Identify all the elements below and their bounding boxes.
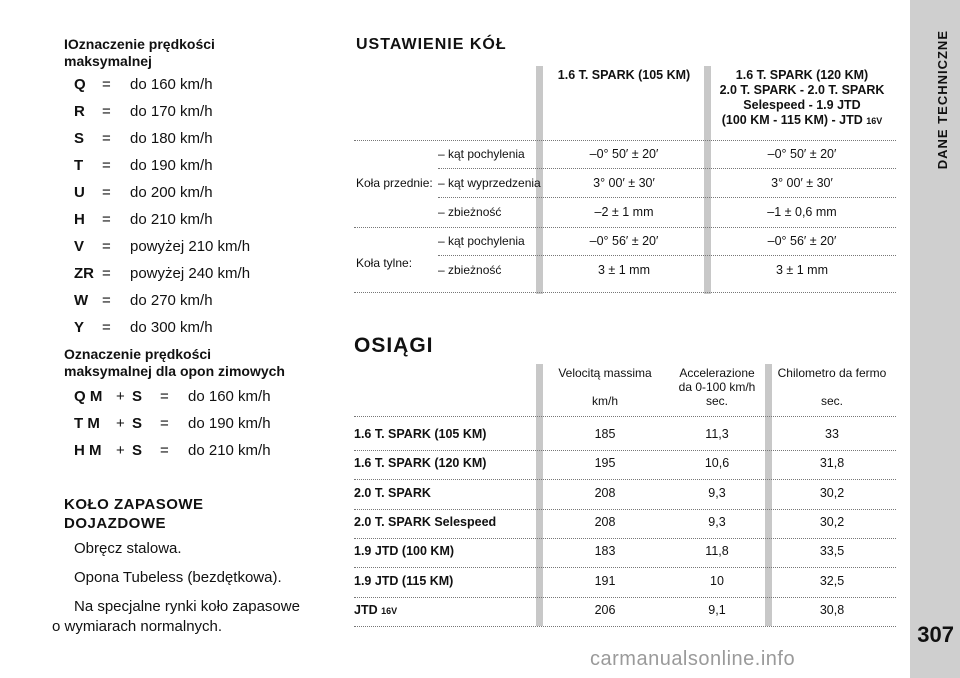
plus-sign: + — [116, 442, 125, 459]
model-name: 1.9 JTD (115 KM) — [354, 574, 454, 588]
header-unit: km/h — [591, 394, 618, 408]
equals-sign: = — [102, 319, 111, 336]
performance-value: 30,2 — [819, 515, 845, 529]
speed-code: Q — [74, 76, 86, 93]
equals-sign: = — [160, 442, 169, 459]
snow-code: S — [132, 415, 143, 432]
speed-value: powyżej 240 km/h — [130, 265, 251, 282]
performance-value: 32,5 — [819, 574, 845, 588]
alignment-param: – kąt wyprzedzenia — [438, 176, 541, 190]
alignment-value-2: 3 ± 1 mm — [775, 263, 828, 277]
speed-code-row — [64, 157, 324, 184]
model-name: 1.6 T. SPARK (120 KM) — [354, 456, 487, 470]
row-divider — [438, 197, 896, 198]
left-column — [52, 36, 324, 637]
performance-value: 195 — [594, 456, 616, 470]
row-divider — [354, 140, 896, 141]
row-divider — [354, 479, 896, 480]
speed-value: do 160 km/h — [130, 76, 213, 93]
performance-value: 9,3 — [708, 515, 726, 529]
row-divider — [438, 168, 896, 169]
row-divider — [354, 416, 896, 417]
header-line: 2.0 T. SPARK - 2.0 T. SPARK — [719, 83, 885, 97]
rear-wheels-label: Koła tylne: — [356, 256, 413, 270]
speed-code-row — [64, 103, 324, 130]
row-divider — [354, 292, 896, 293]
performance-row-label — [354, 456, 486, 470]
front-wheels-label: Koła przednie: — [356, 176, 433, 190]
performance-value: 9,3 — [708, 486, 726, 500]
speed-code-row — [64, 130, 324, 157]
equals-sign: = — [102, 238, 111, 255]
header-line — [545, 380, 665, 394]
plus-sign: + — [116, 415, 125, 432]
header-line — [712, 113, 892, 129]
speed-code-list — [64, 76, 324, 346]
model-name: JTD — [354, 603, 378, 617]
speed-code: U — [74, 184, 85, 201]
winter-code: Q M — [74, 388, 103, 405]
header-unit: sec. — [705, 394, 728, 408]
row-divider — [354, 567, 896, 568]
speed-code: R — [74, 103, 85, 120]
speed-value: do 210 km/h — [130, 211, 213, 228]
row-divider — [354, 597, 896, 598]
alignment-value-1: –0° 56′ ± 20′ — [589, 234, 659, 248]
speed-code-row — [64, 292, 324, 319]
performance-value: 33,5 — [819, 544, 845, 558]
row-divider — [354, 509, 896, 510]
alignment-param: – kąt pochylenia — [438, 234, 525, 248]
speed-value: powyżej 210 km/h — [130, 238, 251, 255]
alignment-value-1: 3 ± 1 mm — [597, 263, 650, 277]
model-name: 1.9 JTD (100 KM) — [354, 544, 455, 558]
performance-value: 185 — [594, 427, 616, 441]
row-divider — [354, 626, 896, 627]
subscript-16v: 16V — [866, 116, 883, 126]
performance-value: 183 — [594, 544, 616, 558]
speed-code-row — [64, 238, 324, 265]
speed-code-row — [64, 265, 324, 292]
alignment-value-2: 3° 00′ ± 30′ — [771, 176, 833, 190]
performance-row-label — [354, 486, 431, 500]
performance-col-header — [772, 366, 892, 408]
equals-sign: = — [102, 103, 111, 120]
alignment-value-1: 3° 00′ ± 30′ — [593, 176, 655, 190]
speed-code-row — [64, 319, 324, 346]
winter-code-row — [64, 415, 324, 442]
performance-row-label — [354, 544, 454, 558]
performance-col-header — [545, 366, 665, 408]
speed-code: Y — [74, 319, 85, 336]
alignment-param: – zbieżność — [438, 263, 502, 277]
winter-speed-heading: Oznaczenie prędkości maksymalnej dla opon zimowych — [64, 346, 285, 379]
winter-value: do 160 km/h — [188, 388, 271, 405]
section-tab-title: DANE TECHNICZNE — [935, 30, 950, 170]
alignment-value-1: –0° 50′ ± 20′ — [589, 147, 659, 161]
performance-value: 31,8 — [819, 456, 845, 470]
winter-value: do 190 km/h — [188, 415, 271, 432]
equals-sign: = — [102, 157, 111, 174]
speed-value: do 270 km/h — [130, 292, 213, 309]
equals-sign: = — [102, 184, 111, 201]
row-divider — [354, 227, 896, 228]
snow-code: S — [132, 388, 143, 405]
header-unit: sec. — [820, 394, 843, 408]
speed-code: S — [74, 130, 85, 147]
speed-code: ZR — [74, 265, 94, 282]
page-number: 307 — [917, 622, 954, 647]
performance-value: 9,1 — [708, 603, 726, 617]
performance-value: 10 — [710, 574, 724, 588]
row-divider — [354, 538, 896, 539]
winter-code: H M — [74, 442, 102, 459]
performance-row-label — [354, 574, 453, 588]
spare-wheel-title: KOŁO ZAPASOWE DOJAZDOWE — [64, 496, 204, 532]
performance-value: 208 — [594, 486, 616, 500]
row-divider — [438, 255, 896, 256]
speed-code-row — [64, 76, 324, 103]
equals-sign: = — [102, 76, 111, 93]
speed-code: T — [74, 157, 84, 174]
speed-value: do 170 km/h — [130, 103, 213, 120]
model-name: 1.6 T. SPARK (105 KM) — [354, 427, 487, 441]
alignment-value-2: –1 ± 0,6 mm — [767, 205, 837, 219]
performance-value: 11,3 — [705, 427, 729, 441]
alignment-value-2: –0° 56′ ± 20′ — [767, 234, 837, 248]
equals-sign: = — [160, 388, 169, 405]
column-bar — [704, 66, 711, 294]
speed-code-row — [64, 211, 324, 238]
equals-sign: = — [102, 130, 111, 147]
performance-value: 10,6 — [704, 456, 730, 470]
speed-code: H — [74, 211, 85, 228]
header-line: Velocitą massima — [558, 366, 652, 380]
alignment-value-2: –0° 50′ ± 20′ — [767, 147, 837, 161]
winter-value: do 210 km/h — [188, 442, 271, 459]
performance-row-label — [354, 515, 496, 529]
equals-sign: = — [102, 211, 111, 228]
header-line — [772, 380, 892, 394]
header-line: Accelerazione — [679, 366, 755, 380]
header-line: Selespeed - 1.9 JTD — [743, 98, 861, 112]
speed-code: V — [74, 238, 85, 255]
subscript-16v: 16V — [381, 606, 398, 616]
speed-heading: IOznaczenie prędkości maksymalnej — [64, 36, 215, 69]
winter-code-list — [64, 388, 324, 469]
model-name: 2.0 T. SPARK — [354, 486, 431, 500]
header-text: (100 KM - 115 KM) - JTD — [721, 113, 863, 127]
alignment-col1-header: 1.6 T. SPARK (105 KM) — [557, 68, 691, 82]
column-bar — [536, 364, 543, 626]
side-band — [910, 0, 960, 678]
header-line: Chilometro da fermo — [777, 366, 887, 380]
speed-code-row — [64, 184, 324, 211]
winter-code: T M — [74, 415, 100, 432]
model-name: 2.0 T. SPARK Selespeed — [354, 515, 497, 529]
alignment-param: – zbieżność — [438, 205, 502, 219]
performance-value: 30,8 — [819, 603, 845, 617]
alignment-value-1: –2 ± 1 mm — [594, 205, 654, 219]
equals-sign: = — [102, 265, 111, 282]
column-bar — [765, 364, 772, 626]
performance-row-label — [354, 603, 397, 617]
performance-title: OSIĄGI — [354, 334, 434, 357]
alignment-param: – kąt pochylenia — [438, 147, 525, 161]
performance-value: 30,2 — [819, 486, 845, 500]
snow-code: S — [132, 442, 143, 459]
speed-value: do 180 km/h — [130, 130, 213, 147]
speed-code: W — [74, 292, 89, 309]
plus-sign: + — [116, 388, 125, 405]
spare-wheel-text: Obręcz stalowa. Opona Tubeless (bezdętkowa). Na specjalne rynki koło zapasowe o wymiarach normalnych. — [52, 540, 300, 635]
winter-code-row — [64, 388, 324, 415]
performance-row-label — [354, 427, 486, 441]
alignment-col2-header — [712, 68, 892, 129]
performance-value: 11,8 — [705, 544, 729, 558]
header-line: 1.6 T. SPARK (120 KM) — [735, 68, 869, 82]
equals-sign: = — [102, 292, 111, 309]
performance-value: 206 — [594, 603, 616, 617]
performance-value: 191 — [594, 574, 616, 588]
speed-value: do 200 km/h — [130, 184, 213, 201]
header-line: da 0-100 km/h — [678, 380, 756, 394]
performance-value: 208 — [594, 515, 616, 529]
alignment-title: USTAWIENIE KÓŁ — [356, 36, 507, 53]
winter-code-row — [64, 442, 324, 469]
performance-value: 33 — [825, 427, 839, 441]
speed-value: do 300 km/h — [130, 319, 213, 336]
speed-value: do 190 km/h — [130, 157, 213, 174]
equals-sign: = — [160, 415, 169, 432]
watermark: carmanualsonline.info — [590, 648, 796, 670]
row-divider — [354, 450, 896, 451]
performance-col-header — [672, 366, 762, 408]
